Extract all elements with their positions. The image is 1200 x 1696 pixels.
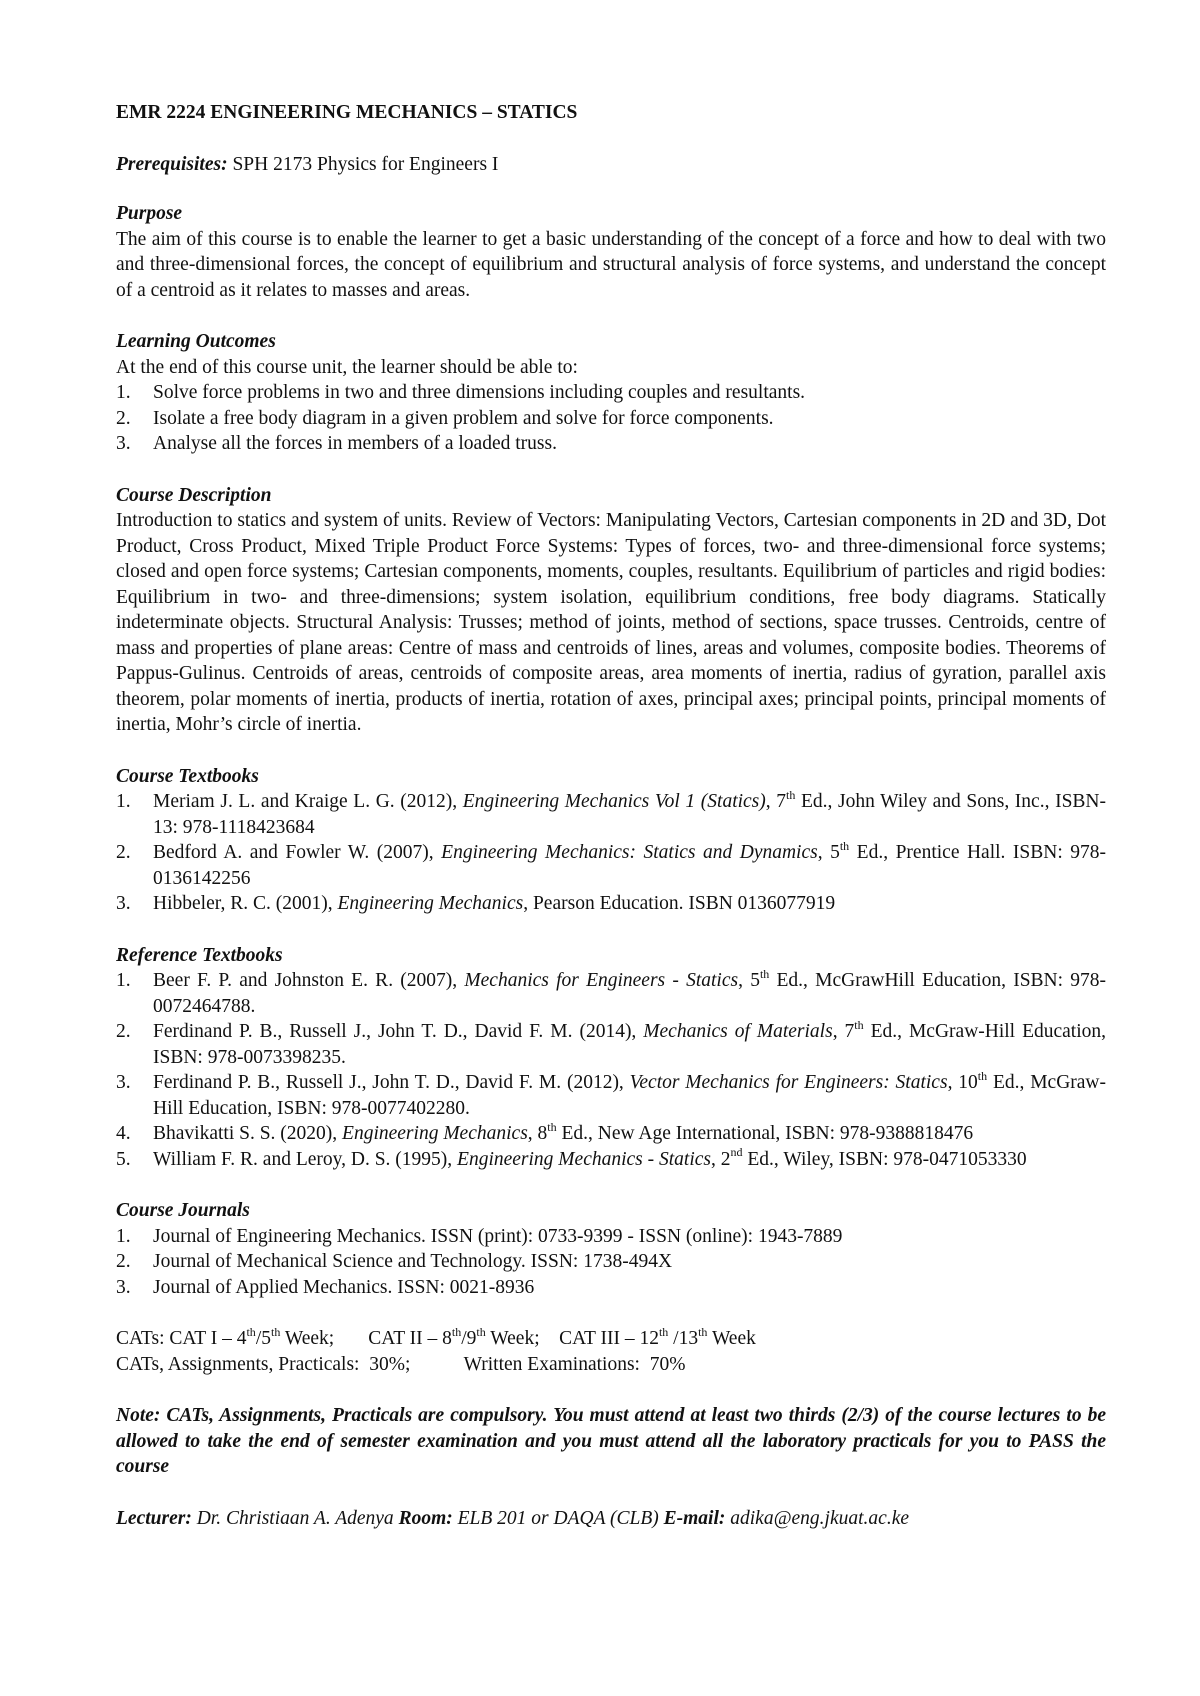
lecturer-label: Lecturer: [116, 1507, 192, 1529]
reference-textbooks-list [116, 968, 1106, 1172]
course-textbooks-section [116, 764, 1106, 917]
learning-outcomes-list [116, 380, 1106, 457]
reference-textbooks-section [116, 943, 1106, 1173]
list-item: 3. Journal of Applied Mechanics. ISSN: 0021-8936 [116, 1276, 535, 1298]
course-description-heading: Course Description [116, 484, 272, 506]
lecturer-name: Dr. Christiaan A. Adenya [191, 1507, 399, 1529]
course-description-text: Introduction to statics and system of units. Review of Vectors: Manipulating Vectors, Cartesian components in 2D and 3D, Dot Product, Cross Product, Mixed Triple Product Force Systems: Types of forces, two- and three-dimensional force systems; closed and open force systems; Cartesian components, moments, couples, resultants. Equilibrium of particles and rigid bodies: Equilibrium in two- and three-dimensions; system isolation, equilibrium conditions, free body diagrams. Statically indeterminate objects. Structural Analysis: Trusses; method of joints, method of sections, space trusses. Centroids, centre of mass and properties of plane areas: Centre of mass and centroids of lines, areas and volumes, composite bodies. Theorems of Pappus-Gulinus. Centroids of areas, centroids of composite areas, area moments of inertia, radius of gyration, parallel axis theorem, polar moments of inertia, products of inertia, rotation of axes, principal axes; principal points, principal moments of inertia, Mohr’s circle of inertia. [116, 510, 1106, 735]
email-label: E-mail: [663, 1507, 726, 1529]
prerequisites-value: SPH 2173 Physics for Engineers I [227, 153, 499, 175]
purpose-section [116, 201, 1106, 303]
list-item: 3. Ferdinand P. B., Russell J., John T. D., David F. M. (2012), Vector Mechanics for Engineers: Statics, 10th Ed., McGraw-Hill Education, ISBN: 978-0077402280. [116, 1068, 1106, 1119]
list-item: 2. Ferdinand P. B., Russell J., John T. D., David F. M. (2014), Mechanics of Materials, 7th Ed., McGraw-Hill Education, ISBN: 978-0073398235. [116, 1017, 1107, 1068]
list-item: 2. Bedford A. and Fowler W. (2007), Engineering Mechanics: Statics and Dynamics, 5th Ed., Prentice Hall. ISBN: 978-0136142256 [116, 838, 1106, 889]
list-item: 3. Hibbeler, R. C. (2001), Engineering Mechanics, Pearson Education. ISBN 0136077919 [116, 893, 836, 914]
list-item: 1. Meriam J. L. and Kraige L. G. (2012), Engineering Mechanics Vol 1 (Statics), 7th Ed., John Wiley and Sons, Inc., ISBN-13: 978-1118423684 [116, 787, 1107, 838]
reference-textbooks-heading: Reference Textbooks [116, 944, 283, 966]
list-item: 2. Journal of Mechanical Science and Technology. ISSN: 1738-494X [116, 1251, 673, 1272]
purpose-text: The aim of this course is to enable the learner to get a basic understanding of the concept of a force and how to deal with two and three-dimensional forces, the concept of equilibrium and structural analysis of force systems, and understand the concept of a centroid as it relates to masses and areas. [116, 228, 1106, 301]
purpose-heading: Purpose [116, 203, 183, 224]
course-title: EMR 2224 ENGINEERING MECHANICS – STATICS [116, 102, 578, 123]
list-item: 5. William F. R. and Leroy, D. S. (1995), Engineering Mechanics - Statics, 2nd Ed., Wiley, ISBN: 978-0471053330 [116, 1145, 1027, 1170]
list-item: 2. Isolate a free body diagram in a given problem and solve for force components. [116, 407, 774, 429]
cat-schedule: CATs: CAT I – 4th/5th Week; CAT II – 8th/9th Week; CAT III – 12th /13th Week [116, 1324, 756, 1349]
course-journals-list [116, 1224, 1106, 1301]
learning-outcomes-intro: At the end of this course unit, the learner should be able to: [116, 356, 578, 378]
attendance-note: Note: CATs, Assignments, Practicals are compulsory. You must attend at least two thirds (2/3) of the course lectures to be allowed to take the end of semester examination and you must attend all the laboratory practicals for you to PASS the course [116, 1405, 1106, 1477]
list-item: 1. Beer F. P. and Johnston E. R. (2007), Mechanics for Engineers - Statics, 5th Ed., McGrawHill Education, ISBN: 978-0072464788. [116, 966, 1107, 1017]
learning-outcomes-section [116, 329, 1106, 457]
room-label: Room: [398, 1507, 453, 1529]
learning-outcomes-heading: Learning Outcomes [116, 331, 276, 352]
list-item: 4. Bhavikatti S. S. (2020), Engineering Mechanics, 8th Ed., New Age International, ISBN: 978-9388818476 [116, 1119, 974, 1144]
assessment-section [116, 1326, 1106, 1377]
course-textbooks-heading: Course Textbooks [116, 765, 259, 787]
course-description-section [116, 483, 1106, 738]
list-item: 1. Journal of Engineering Mechanics. ISSN (print): 0733-9399 - ISSN (online): 1943-7889 [116, 1225, 843, 1247]
lecturer-info [116, 1506, 1106, 1532]
course-journals-section [116, 1198, 1106, 1300]
prerequisites [116, 152, 1106, 178]
prerequisites-label: Prerequisites: [116, 153, 228, 175]
course-textbooks-list [116, 789, 1106, 917]
assessment-weights: CATs, Assignments, Practicals: 30%; Written Examinations: 70% [116, 1353, 686, 1375]
course-journals-heading: Course Journals [116, 1200, 250, 1221]
list-item: 1. Solve force problems in two and three dimensions including couples and resultants. [116, 382, 806, 403]
list-item: 3. Analyse all the forces in members of a loaded truss. [116, 433, 557, 454]
room-value: ELB 201 or DAQA (CLB) [452, 1507, 664, 1529]
email-value: adika@eng.jkuat.ac.ke [725, 1507, 910, 1529]
